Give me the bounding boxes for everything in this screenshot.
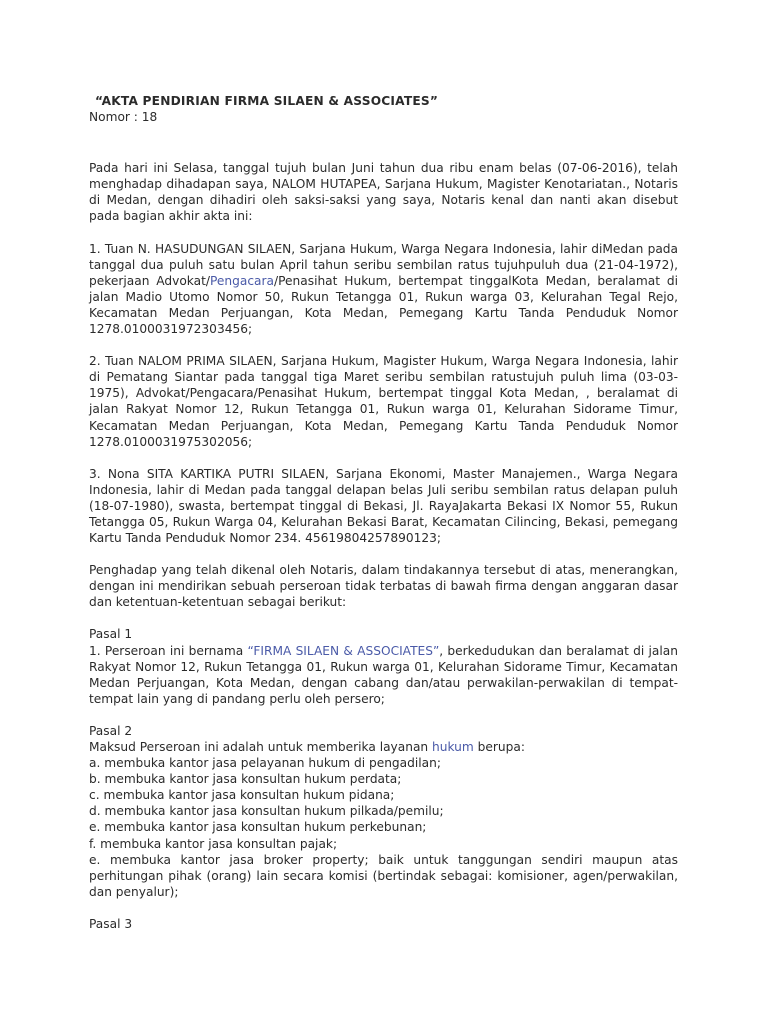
pasal-2-intro-text-a: Maksud Perseroan ini adalah untuk memberika layanan — [89, 740, 433, 754]
document-title: “AKTA PENDIRIAN FIRMA SILAEN & ASSOCIATES” — [95, 94, 439, 108]
hukum-link[interactable]: hukum — [432, 740, 474, 754]
document-number: Nomor : 18 — [89, 110, 158, 125]
pasal-2-item: c. membuka kantor jasa konsultan hukum pidana; — [89, 788, 395, 803]
pasal-2-item: d. membuka kantor jasa konsultan hukum pilkada/pemilu; — [89, 804, 444, 819]
pasal-2-intro — [89, 739, 678, 755]
pasal-1-paragraph — [89, 643, 678, 707]
party-1-text-b: /Penasihat Hukum, bertempat tinggalKota Medan, beralamat di jalan Madio Utomo Nomor 50, Rukun Tetangga 01, Rukun warga 03, Kelurahan Tegal Rejo, Kecamatan Medan Perjuangan, Kota Medan, Pemegang Kartu Tanda Penduduk Nomor 1278.0100031972303456; — [89, 273, 679, 337]
pasal-2-item: e. membuka kantor jasa broker property; baik untuk tanggungan sendiri maupun atas perhitungan pihak (orang) lain secara komisi (bertindak sebagai: komisioner, agen/perwakilan, dan penyalur); — [89, 852, 678, 899]
intro-paragraph: Pada hari ini Selasa, tanggal tujuh bulan Juni tahun dua ribu enam belas (07-06-2016), telah menghadap dihadapan saya, NALOM HUTAPEA, Sarjana Hukum, Magister Kenotariatan., Notaris di Medan, dengan dihadiri oleh saksi-saksi yang saya, Notaris kenal dan nanti akan disebut pada bagian akhir akta ini: — [89, 161, 678, 224]
pasal-1-text-b: , berkedudukan dan beralamat di jalan Rakyat Nomor 12, Rukun Tetangga 01, Rukun warga 01, Kelurahan Sidorame Timur, Kecamatan Medan Perjuangan, Kota Medan, dengan cabang dan/atau perwakilan-perwakilan di tempat-tempat lain yang di pandang perlu oleh persero; — [89, 643, 678, 706]
firma-name-link[interactable]: “FIRMA SILAEN & ASSOCIATES” — [247, 643, 440, 658]
pasal-2-item: f. membuka kantor jasa konsultan pajak; — [89, 836, 338, 851]
pasal-2-item: b. membuka kantor jasa konsultan hukum perdata; — [89, 772, 402, 787]
document-page — [89, 93, 678, 932]
party-3-paragraph: 3. Nona SITA KARTIKA PUTRI SILAEN, Sarjana Ekonomi, Master Manajemen., Warga Negara Indonesia, lahir di Medan pada tanggal delapan belas Juli seribu sembilan ratus delapan puluh (18-07-1980), swasta, bertempat tinggal di Bekasi, Jl. RayaJakarta Bekasi IX Nomor 55, Rukun Tetangga 05, Rukun Warga 04, Kelurahan Bekasi Barat, Kecamatan Cilincing, Bekasi, pemegang Kartu Tanda Penduduk Nomor 234. 45619804257890123; — [89, 466, 678, 546]
penghadap-paragraph: Penghadap yang telah dikenal oleh Notaris, dalam tindakannya tersebut di atas, menerangkan, dengan ini mendirikan sebuah perseroan tidak terbatas di bawah firma dengan anggaran dasar dan ketentuan-ketentuan sebagai berikut: — [89, 563, 678, 610]
party-1-text-a: 1. Tuan N. HASUDUNGAN SILAEN, Sarjana Hukum, Warga Negara Indonesia, lahir diMedan pada tanggal dua puluh satu bulan April tahun seribu sembilan ratus tujuhpuluh dua (21-04-1972), pekerjaan Advokat/ — [89, 241, 678, 288]
pasal-2-heading: Pasal 2 — [89, 723, 133, 738]
pengacara-link[interactable]: Pengacara — [210, 273, 275, 288]
pasal-2-item: e. membuka kantor jasa konsultan hukum perkebunan; — [89, 820, 427, 835]
party-1-paragraph — [89, 241, 678, 338]
pasal-1-heading: Pasal 1 — [89, 627, 133, 642]
pasal-1-text-a: 1. Perseroan ini bernama — [89, 643, 248, 658]
party-2-paragraph: 2. Tuan NALOM PRIMA SILAEN, Sarjana Hukum, Magister Hukum, Warga Negara Indonesia, lahir di Pematang Siantar pada tanggal tiga Maret seribu sembilan ratustujuh puluh lima (03-03-1975), Advokat/Pengacara/Penasihat Hukum, bertempat tinggal Kota Medan, , beralamat di jalan Rakyat Nomor 12, Rukun Tetangga 01, Rukun warga 01, Kelurahan Sidorame Timur, Kecamatan Medan Perjuangan, Kota Medan, Pemegang Kartu Tanda Penduduk Nomor 1278.0100031975302056; — [89, 354, 678, 449]
pasal-2-item: a. membuka kantor jasa pelayanan hukum di pengadilan; — [89, 756, 441, 771]
pasal-3-heading: Pasal 3 — [89, 916, 133, 931]
pasal-2-intro-text-b: berupa: — [473, 740, 525, 754]
